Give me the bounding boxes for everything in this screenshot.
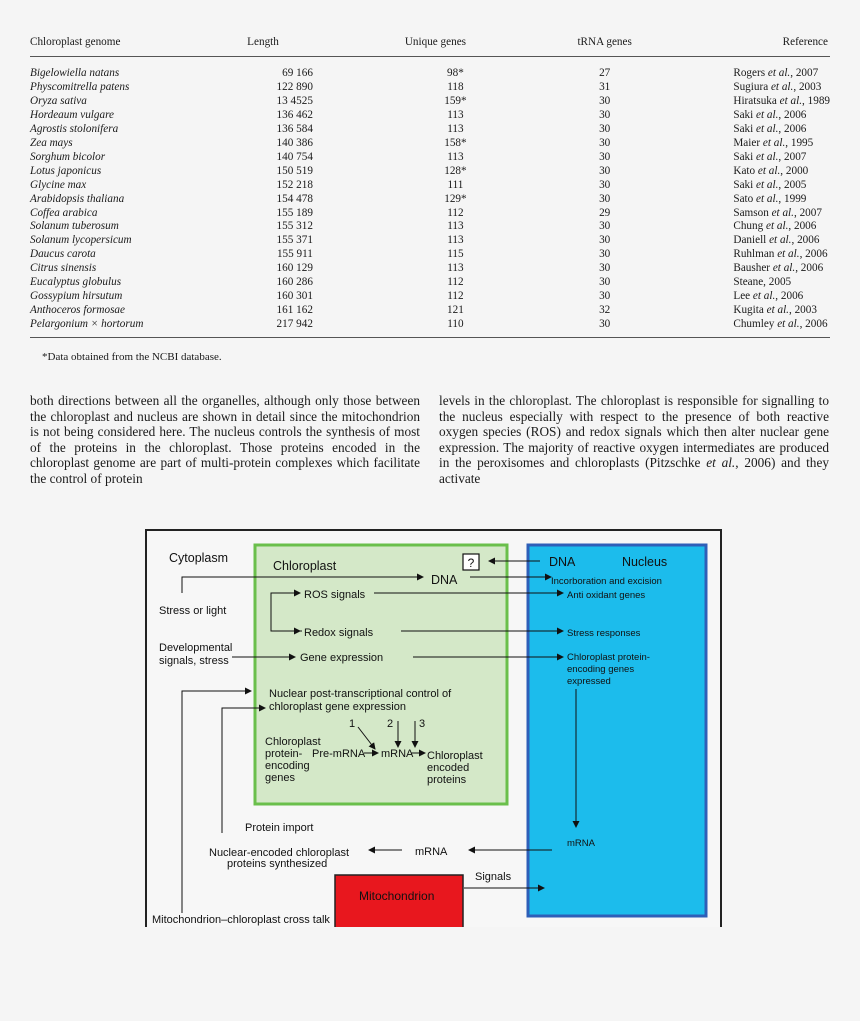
label-pre-mrna: Pre-mRNA bbox=[312, 748, 366, 760]
label-ros-signals: ROS signals bbox=[304, 589, 366, 601]
cell-unique-genes: 159* bbox=[444, 94, 467, 107]
label-cpeg-2: protein- bbox=[265, 748, 303, 760]
cell-genome: Agrostis stolonifera bbox=[30, 122, 119, 135]
table-row bbox=[30, 81, 830, 95]
cell-unique-genes: 129* bbox=[444, 192, 467, 205]
cell-trna-genes: 30 bbox=[599, 192, 611, 205]
header-unique-genes: Unique genes bbox=[313, 36, 558, 57]
cell-trna-genes: 30 bbox=[558, 318, 651, 337]
table-row bbox=[30, 207, 830, 221]
cell-trna-genes: 30 bbox=[599, 164, 611, 177]
cell-length: 155 189 bbox=[276, 206, 313, 219]
cell-reference: Ruhlman et al., 2006 bbox=[733, 248, 828, 261]
cell-unique-genes: 112 bbox=[447, 290, 464, 303]
cell-unique-genes: 113 bbox=[447, 108, 464, 121]
cell-length: 136 584 bbox=[276, 122, 313, 135]
cell-genome: Zea mays bbox=[30, 136, 73, 149]
cell-genome: Anthoceros formosae bbox=[30, 304, 125, 317]
label-developmental-1: Developmental bbox=[159, 642, 233, 654]
cell-length: 140 754 bbox=[276, 150, 313, 163]
cell-unique-genes: 112 bbox=[447, 206, 464, 219]
cell-genome: Daucus carota bbox=[30, 248, 96, 261]
cell-trna-genes: 31 bbox=[599, 80, 611, 93]
label-stress-responses: Stress responses bbox=[567, 628, 641, 639]
label-developmental-2: signals, stress bbox=[159, 655, 229, 667]
cell-trna-genes: 30 bbox=[599, 150, 611, 163]
genome-table bbox=[30, 36, 830, 338]
cell-genome: Solanum tuberosum bbox=[30, 220, 119, 233]
cell-unique-genes: 121 bbox=[447, 304, 464, 317]
label-chloroplast-dna: DNA bbox=[431, 573, 458, 587]
label-mrna-inner: mRNA bbox=[381, 748, 414, 760]
cell-reference: Daniell et al., 2006 bbox=[733, 234, 820, 247]
label-antioxidant: Anti oxidant genes bbox=[567, 590, 646, 601]
cell-genome: Glycine max bbox=[30, 178, 87, 191]
header-length: Length bbox=[213, 36, 313, 57]
cell-genome: Coffea arabica bbox=[30, 206, 98, 219]
cell-unique-genes: 118 bbox=[447, 80, 464, 93]
cell-unique-genes: 110 bbox=[313, 318, 558, 337]
label-cep-1: Chloroplast bbox=[427, 750, 483, 762]
cell-unique-genes: 115 bbox=[447, 248, 464, 261]
body-paragraph-left: both directions between all the organelles, although only those between the chloroplast and nucleus are shown in detail since the mitochondrion is not being considered here. The nucleus controls the synthesis of most of the proteins in the chloroplast. Those proteins encoded in the chloroplast genome are part of multi-protein complexes which facilitate the control of protein bbox=[30, 393, 420, 486]
label-cpeg-1: Chloroplast bbox=[265, 736, 321, 748]
cell-genome: Oryza sativa bbox=[30, 94, 87, 107]
cell-reference: Kugita et al., 2003 bbox=[733, 304, 817, 317]
cell-length: 136 462 bbox=[276, 108, 313, 121]
cell-length: 122 890 bbox=[276, 80, 313, 93]
table-footnote: *Data obtained from the NCBI database. bbox=[42, 351, 222, 363]
genome-table-container bbox=[30, 36, 830, 338]
cell-reference: Chung et al., 2006 bbox=[733, 220, 817, 233]
cell-reference: Saki et al., 2005 bbox=[733, 178, 807, 191]
cell-trna-genes: 30 bbox=[599, 276, 611, 289]
label-cep-2: encoded bbox=[427, 762, 470, 774]
label-incorporation: Incorboration and excision bbox=[551, 576, 662, 587]
table-row bbox=[30, 304, 830, 318]
cell-trna-genes: 30 bbox=[599, 94, 611, 107]
body-right-part1: levels in the chloroplast. The chloroplast is responsible for signalling to the nucleus especially with respect to the presence of both reactive oxygen species (ROS) and redox signals which then alter nuclear gene expression. The majority of reactive oxygen intermediates are produced in the peroxisomes and chloroplasts (Pitzschke et al., 2006) and they activate bbox=[439, 393, 829, 486]
label-nucleus-dna: DNA bbox=[549, 555, 576, 569]
cell-reference: Hiratsuka et al., 1989 bbox=[733, 94, 830, 107]
cell-trna-genes: 27 bbox=[599, 67, 611, 79]
table-header-row bbox=[30, 36, 830, 57]
label-cpeg-4: genes bbox=[265, 772, 295, 784]
cell-length: 217 942 bbox=[213, 318, 313, 337]
label-num-2: 2 bbox=[387, 718, 394, 730]
label-nuclear-ctrl-1: Nuclear post-transcriptional control of bbox=[269, 688, 452, 700]
cell-reference: Maier et al., 1995 bbox=[733, 136, 814, 149]
label-crosstalk: Mitochondrion–chloroplast cross talk bbox=[152, 914, 330, 926]
cell-reference: Rogers et al., 2007 bbox=[733, 67, 819, 79]
body-column-right bbox=[439, 393, 829, 487]
label-cp-expr-3: expressed bbox=[567, 676, 611, 687]
cell-unique-genes: 98* bbox=[447, 67, 464, 79]
header-reference: Reference bbox=[651, 36, 830, 57]
cell-unique-genes: 113 bbox=[447, 150, 464, 163]
cell-length: 154 478 bbox=[276, 192, 313, 205]
cell-reference: Kato et al., 2000 bbox=[733, 164, 809, 177]
figure-svg bbox=[147, 531, 720, 927]
cell-trna-genes: 30 bbox=[599, 178, 611, 191]
label-protein-import: Protein import bbox=[245, 822, 314, 834]
cell-genome: Citrus sinensis bbox=[30, 262, 97, 275]
cell-unique-genes: 111 bbox=[447, 178, 464, 191]
cell-length: 13 4525 bbox=[276, 94, 313, 107]
label-signals: Signals bbox=[475, 871, 512, 883]
cell-trna-genes: 30 bbox=[599, 220, 611, 233]
cell-unique-genes: 113 bbox=[447, 122, 464, 135]
cell-length: 140 386 bbox=[276, 136, 313, 149]
label-num-3: 3 bbox=[419, 718, 426, 730]
cell-genome: Pelargonium × hortorum bbox=[30, 318, 213, 337]
table-row bbox=[30, 276, 830, 290]
cell-trna-genes: 30 bbox=[599, 234, 611, 247]
cell-length: 155 312 bbox=[276, 220, 313, 233]
label-cp-expr-2: encoding genes bbox=[567, 664, 635, 675]
body-column-left bbox=[30, 393, 420, 487]
question-mark: ? bbox=[467, 556, 475, 570]
cell-unique-genes: 128* bbox=[444, 164, 467, 177]
table-row bbox=[30, 179, 830, 193]
cell-reference: Chumley et al., 2006 bbox=[651, 318, 830, 337]
table-row bbox=[30, 165, 830, 179]
label-cpeg-3: encoding bbox=[265, 760, 310, 772]
cell-trna-genes: 30 bbox=[599, 248, 611, 261]
cell-genome: Bigelowiella natans bbox=[30, 67, 120, 79]
cell-length: 160 301 bbox=[276, 290, 313, 303]
label-nucleus: Nucleus bbox=[622, 555, 668, 569]
table-row bbox=[30, 95, 830, 109]
table-row bbox=[30, 151, 830, 165]
label-gene-expression: Gene expression bbox=[300, 652, 384, 664]
table-row bbox=[30, 234, 830, 248]
cell-length: 69 166 bbox=[282, 67, 313, 79]
cell-reference: Samson et al., 2007 bbox=[733, 206, 822, 219]
cell-reference: Sugiura et al., 2003 bbox=[733, 80, 822, 93]
cell-length: 160 286 bbox=[276, 276, 313, 289]
table-row bbox=[30, 109, 830, 123]
cell-reference: Lee et al., 2006 bbox=[733, 290, 804, 303]
table-row bbox=[30, 262, 830, 276]
label-mitochondrion: Mitochondrion bbox=[359, 889, 435, 903]
table-row bbox=[30, 123, 830, 137]
cell-trna-genes: 32 bbox=[599, 304, 611, 317]
cell-trna-genes: 30 bbox=[599, 122, 611, 135]
cell-length: 152 218 bbox=[276, 178, 313, 191]
table-row bbox=[30, 248, 830, 262]
cell-length: 161 162 bbox=[276, 304, 313, 317]
cell-genome: Hordeaum vulgare bbox=[30, 108, 114, 121]
cell-genome: Lotus japonicus bbox=[30, 164, 102, 177]
cell-genome: Gossypium hirsutum bbox=[30, 290, 123, 303]
cell-genome: Eucalyptus globulus bbox=[30, 276, 122, 289]
cell-length: 150 519 bbox=[276, 164, 313, 177]
cell-length: 155 911 bbox=[276, 248, 313, 261]
label-mrna-nucleus: mRNA bbox=[567, 838, 595, 849]
table-row bbox=[30, 193, 830, 207]
table-row bbox=[30, 57, 830, 81]
header-genome: Chloroplast genome bbox=[30, 36, 213, 57]
label-mrna-mid: mRNA bbox=[415, 846, 448, 858]
cell-length: 160 129 bbox=[276, 262, 313, 275]
label-cytoplasm: Cytoplasm bbox=[169, 551, 229, 565]
label-nec-1: Nuclear-encoded chloroplast bbox=[209, 847, 350, 859]
cell-genome: Physcomitrella patens bbox=[30, 80, 130, 93]
header-trna-genes: tRNA genes bbox=[558, 36, 651, 57]
body-paragraph-right bbox=[439, 393, 829, 487]
cell-trna-genes: 30 bbox=[599, 290, 611, 303]
cell-genome: Solanum lycopersicum bbox=[30, 234, 132, 247]
cell-reference: Saki et al., 2006 bbox=[733, 108, 807, 121]
cell-reference: Steane, 2005 bbox=[733, 276, 792, 289]
cell-unique-genes: 113 bbox=[447, 234, 464, 247]
cell-reference: Sato et al., 1999 bbox=[733, 192, 807, 205]
label-nec-2: proteins synthesized bbox=[227, 858, 328, 870]
cell-genome: Sorghum bicolor bbox=[30, 150, 106, 163]
figure-diagram bbox=[145, 529, 722, 927]
arrow-crosstalk bbox=[182, 691, 251, 913]
table-row bbox=[30, 220, 830, 234]
cell-unique-genes: 113 bbox=[447, 262, 464, 275]
cell-unique-genes: 158* bbox=[444, 136, 467, 149]
label-cep-3: proteins bbox=[427, 774, 467, 786]
label-stress-light: Stress or light bbox=[159, 605, 227, 617]
cell-reference: Saki et al., 2007 bbox=[733, 150, 807, 163]
cell-unique-genes: 113 bbox=[447, 220, 464, 233]
cell-unique-genes: 112 bbox=[447, 276, 464, 289]
table-row bbox=[30, 290, 830, 304]
label-redox-signals: Redox signals bbox=[304, 627, 374, 639]
label-cp-expr-1: Chloroplast protein- bbox=[567, 652, 650, 663]
table-row bbox=[30, 137, 830, 151]
cell-genome: Arabidopsis thaliana bbox=[30, 192, 125, 205]
cell-trna-genes: 30 bbox=[599, 262, 611, 275]
cell-length: 155 371 bbox=[276, 234, 313, 247]
label-num-1: 1 bbox=[349, 718, 356, 730]
label-chloroplast: Chloroplast bbox=[273, 559, 337, 573]
cell-trna-genes: 30 bbox=[599, 136, 611, 149]
table-row bbox=[30, 318, 830, 337]
cell-reference: Saki et al., 2006 bbox=[733, 122, 807, 135]
cell-trna-genes: 29 bbox=[599, 206, 611, 219]
cell-reference: Bausher et al., 2006 bbox=[733, 262, 824, 275]
cell-trna-genes: 30 bbox=[599, 108, 611, 121]
label-nuclear-ctrl-2: chloroplast gene expression bbox=[269, 701, 406, 713]
table-body bbox=[30, 57, 830, 338]
